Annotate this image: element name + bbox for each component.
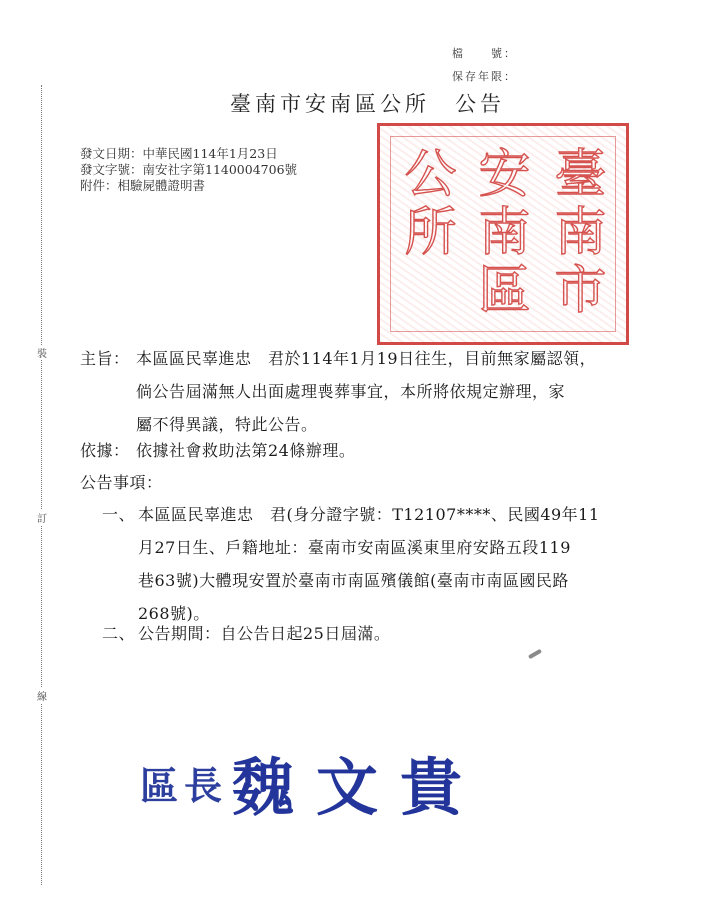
binding-mark-zhuang: 裝 — [36, 345, 48, 360]
item-1-line-1: 本區區民辜進忠 君(身分證字號：T12107****、民國49年11 — [138, 505, 600, 524]
item-1-line-3: 巷63號)大體現安置於臺南市南區殯儀館(臺南市南區國民路 — [138, 571, 569, 590]
subject-text — [136, 342, 676, 441]
item-1-line-2: 月27日生、戶籍地址：臺南市安南區溪東里府安路五段119 — [138, 538, 571, 557]
official-seal — [377, 123, 629, 345]
page-title: 臺南市安南區公所 公告 — [230, 92, 505, 116]
attachment: 附件：相驗屍體證明書 — [80, 178, 206, 193]
seal-column-2: 安南區 — [469, 146, 529, 320]
item-1-text — [138, 498, 678, 630]
seal-column-1: 臺南市 — [545, 146, 605, 320]
issue-meta — [80, 146, 297, 194]
items-header: 公告事項： — [80, 473, 163, 492]
signature-name: 魏文貴 — [232, 751, 485, 824]
file-number-label: 檔 號： — [452, 47, 517, 60]
signature-title: 區長 — [140, 763, 229, 808]
doc-number: 發文字號：南安社字第1140004706號 — [80, 162, 298, 177]
item-1-number: 一、 — [102, 505, 136, 524]
subject-line-1: 本區區民辜進忠 君於114年1月19日往生，目前無家屬認領， — [136, 349, 597, 368]
binding-line — [41, 85, 42, 885]
basis-text: 依據社會救助法第24條辦理。 — [136, 441, 356, 460]
basis-label: 依據： — [80, 441, 130, 460]
pen-mark — [528, 649, 542, 659]
issue-date: 發文日期：中華民國114年1月23日 — [80, 146, 278, 161]
item-2-number: 二、 — [102, 624, 136, 643]
subject-label: 主旨： — [80, 349, 130, 368]
binding-mark-xian: 線 — [36, 688, 48, 703]
binding-mark-ding: 訂 — [36, 510, 48, 525]
subject-line-2: 倘公告屆滿無人出面處理喪葬事宜，本所將依規定辦理，家 — [136, 382, 566, 401]
subject-line-3: 屬不得異議，特此公告。 — [136, 415, 318, 434]
retention-period-label: 保存年限： — [452, 70, 517, 83]
seal-column-3: 公所 — [395, 146, 455, 262]
item-2-text: 公告期間：自公告日起25日屆滿。 — [138, 624, 391, 643]
item-1-line-4: 268號)。 — [138, 604, 210, 623]
